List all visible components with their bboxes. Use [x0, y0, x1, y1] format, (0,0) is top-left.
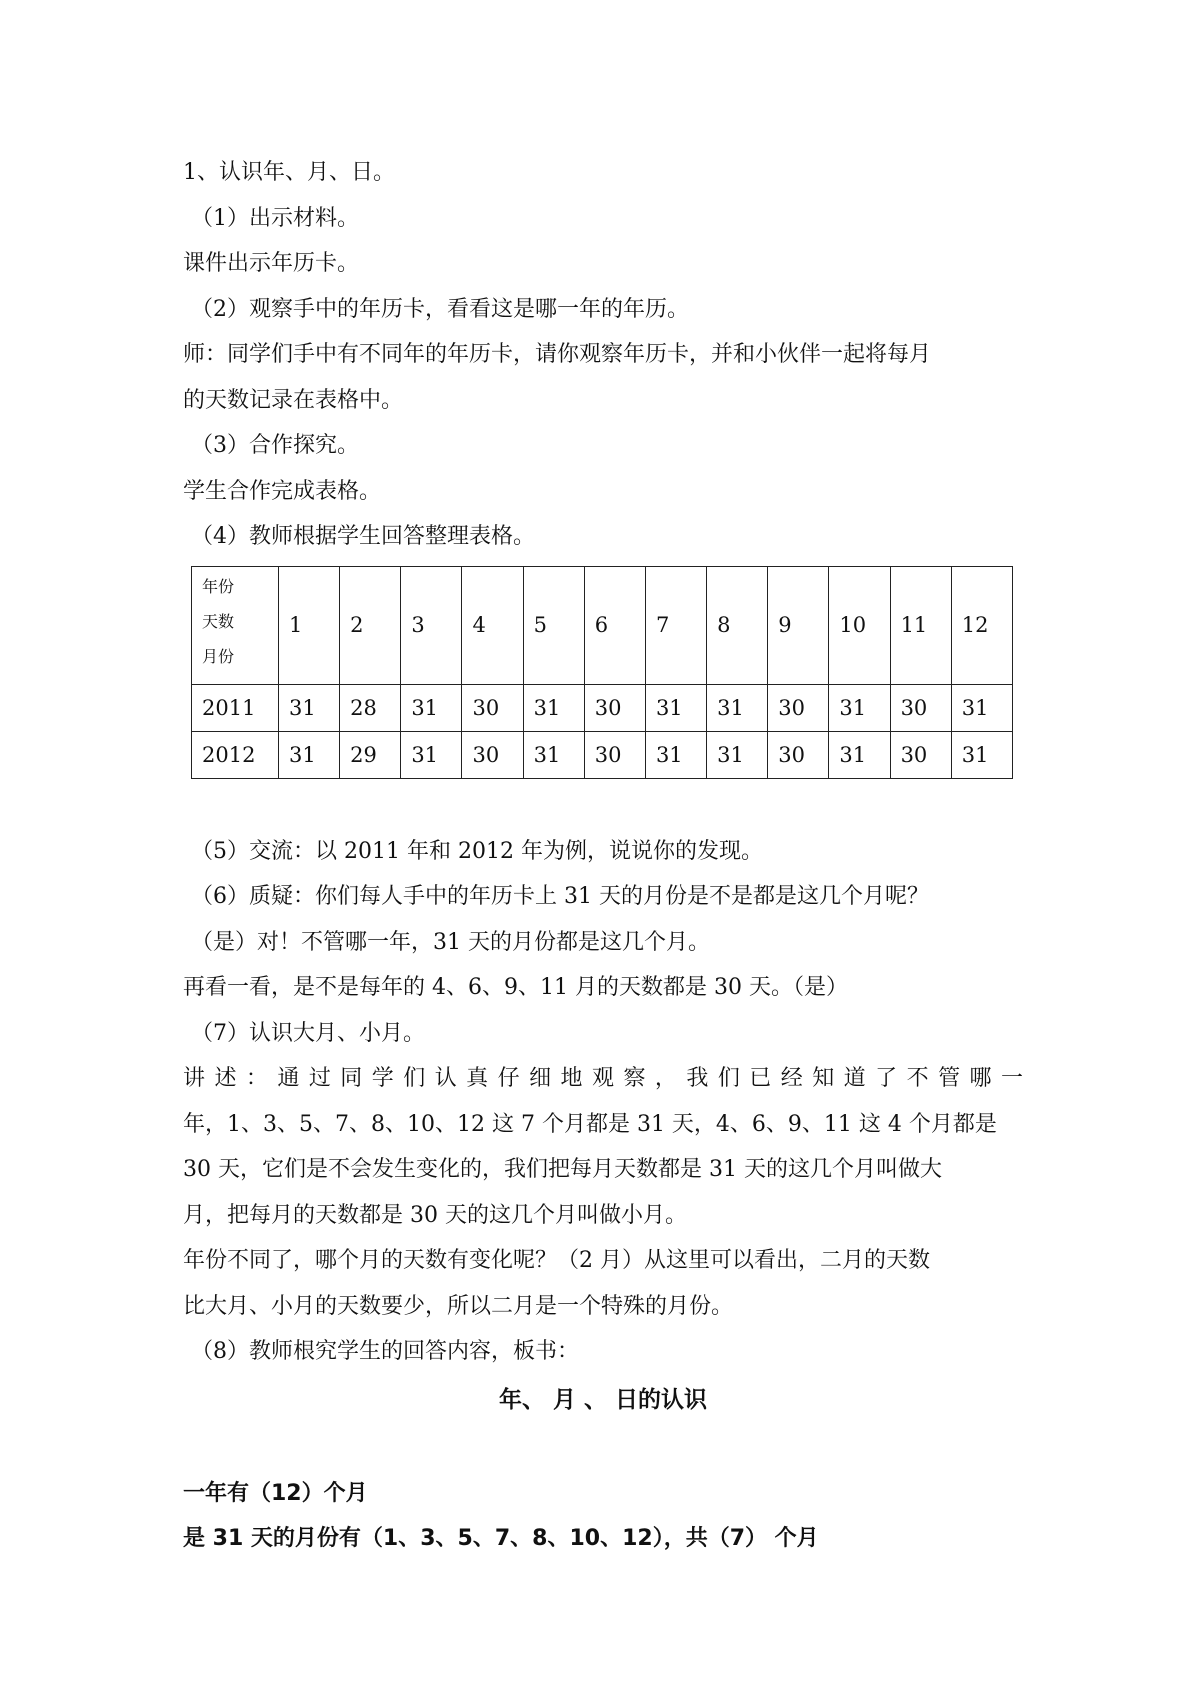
text-line: 的天数记录在表格中。 [183, 387, 404, 413]
days-cell: 30 [768, 731, 829, 778]
text-line: 学生合作完成表格。 [183, 478, 382, 504]
days-cell: 30 [890, 684, 951, 731]
text-line: 月，把每月的天数都是 30 天的这几个月叫做小月。 [183, 1202, 687, 1228]
days-cell: 31 [829, 731, 890, 778]
table-row [192, 731, 1013, 778]
board-line: 一年有（12）个月 [183, 1480, 368, 1506]
text-line: 再看一看，是不是每年的 4、6、9、11 月的天数都是 30 天。（是） [183, 975, 848, 1000]
discussion-paragraphs [183, 829, 1023, 1375]
days-cell: 30 [462, 731, 523, 778]
days-cell: 31 [645, 731, 706, 778]
table-corner-cell [192, 566, 279, 684]
text-line: （7）认识大月、小月。 [191, 1020, 425, 1046]
board-line: 是 31 天的月份有（1、3、5、7、8、10、12），共（7） 个月 [183, 1526, 819, 1551]
text-line: 年，1、3、5、7、8、10、12 这 7 个月都是 31 天，4、6、9、11 这 4 个月都是 [183, 1111, 997, 1137]
corner-label-year: 年份 [202, 576, 235, 596]
text-line: 课件出示年历卡。 [183, 251, 360, 276]
month-header-cell: 1 [279, 566, 340, 684]
days-cell: 30 [584, 731, 645, 778]
text-line: （4）教师根据学生回答整理表格。 [191, 524, 535, 549]
text-line: （5）交流：以 2011 年和 2012 年为例，说说你的发现。 [191, 838, 763, 864]
text-line: 讲述：通过同学们认真仔细地观察，我们已经知道了不管哪一 [183, 1066, 1023, 1091]
text-line: （是）对！不管哪一年，31 天的月份都是这几个月。 [191, 929, 710, 955]
text-line: 师：同学们手中有不同年的年历卡，请你观察年历卡，并和小伙伴一起将每月 [183, 342, 932, 367]
month-header-cell: 8 [707, 566, 768, 684]
days-cell: 31 [401, 684, 462, 731]
table-header-row [192, 566, 1013, 684]
days-cell: 31 [829, 684, 890, 731]
days-cell: 28 [340, 684, 401, 731]
text-line: （6）质疑：你们每人手中的年历卡上 31 天的月份是不是都是这几个月呢？ [191, 884, 929, 909]
spacer [183, 779, 1023, 829]
month-days-table [191, 566, 1013, 779]
text-line: 1、认识年、月、日。 [183, 160, 395, 185]
corner-label-month: 月份 [202, 646, 235, 666]
text-line: （1）出示材料。 [191, 205, 359, 231]
days-cell: 31 [951, 731, 1012, 778]
corner-label-days: 天数 [202, 611, 235, 631]
days-cell: 29 [340, 731, 401, 778]
intro-paragraphs [183, 150, 1023, 560]
month-header-cell: 12 [951, 566, 1012, 684]
text-line: 比大月、小月的天数要少，所以二月是一个特殊的月份。 [183, 1293, 734, 1319]
days-cell: 31 [707, 731, 768, 778]
month-header-cell: 7 [645, 566, 706, 684]
text-line: （8）教师根究学生的回答内容，板书： [191, 1339, 579, 1364]
month-header-cell: 5 [523, 566, 584, 684]
month-header-cell: 6 [584, 566, 645, 684]
month-header-cell: 9 [768, 566, 829, 684]
month-header-cell: 3 [401, 566, 462, 684]
board-title: 年、 月 、 日的认识 [498, 1386, 708, 1413]
days-cell: 30 [462, 684, 523, 731]
days-cell: 30 [584, 684, 645, 731]
text-line: （2）观察手中的年历卡，看看这是哪一年的年历。 [191, 296, 689, 322]
days-cell: 31 [279, 684, 340, 731]
month-header-cell: 4 [462, 566, 523, 684]
days-cell: 31 [279, 731, 340, 778]
days-cell: 30 [890, 731, 951, 778]
days-cell: 31 [645, 684, 706, 731]
table-row [192, 684, 1013, 731]
text-line: 30 天，它们是不会发生变化的，我们把每月天数都是 31 天的这几个月叫做大 [183, 1157, 942, 1182]
document-page [183, 150, 1023, 1562]
days-cell: 30 [768, 684, 829, 731]
month-header-cell: 10 [829, 566, 890, 684]
year-cell: 2011 [192, 684, 279, 731]
year-cell: 2012 [192, 731, 279, 778]
days-cell: 31 [401, 731, 462, 778]
month-header-cell: 2 [340, 566, 401, 684]
text-line: （3）合作探究。 [191, 433, 359, 458]
spacer [183, 1423, 1023, 1471]
days-cell: 31 [523, 731, 584, 778]
days-cell: 31 [951, 684, 1012, 731]
text-line: 年份不同了，哪个月的天数有变化呢？（2 月）从这里可以看出，二月的天数 [183, 1248, 930, 1273]
days-cell: 31 [707, 684, 768, 731]
month-header-cell: 11 [890, 566, 951, 684]
days-cell: 31 [523, 684, 584, 731]
